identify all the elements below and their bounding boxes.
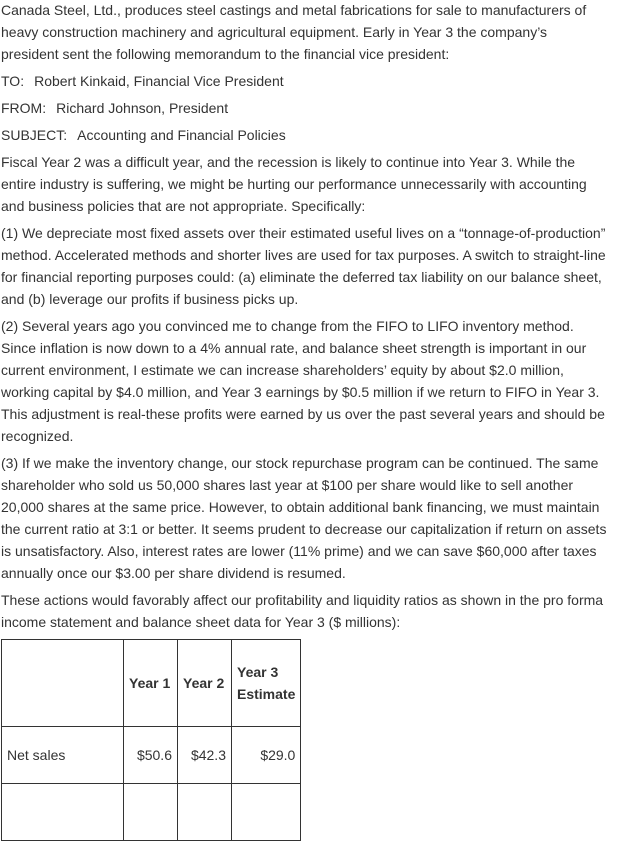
row-value-year-1: $50.6 (124, 727, 178, 784)
memo-to-value: Robert Kinkaid, Financial Vice President (34, 73, 284, 89)
memo-to-line (1, 70, 607, 92)
memo-to-label: TO: (1, 73, 25, 89)
table-header-blank (2, 640, 124, 727)
row-cell (232, 784, 301, 841)
memo-from-label: FROM: (1, 100, 47, 116)
document-body (1, 0, 607, 841)
intro-paragraph: Canada Steel, Ltd., produces steel castings and metal fabrications for sale to manufacturers of heavy construction machinery and agricultural equipment. Early in Year 3 the company’s president sent the following memorandum to the financial vice president: (1, 2, 587, 62)
memo-from-value: Richard Johnson, President (56, 100, 229, 116)
memo-paragraph-opening: Fiscal Year 2 was a difficult year, and the recession is likely to continue into Year 3. While the entire industry is suffering, we might be hurting our performance unnecessarily with accounting and business policies that are not appropriate. Specifically: (1, 154, 587, 214)
memo-from-line (1, 97, 607, 119)
pro-forma-table (1, 639, 301, 841)
memo-paragraph-point-2: (2) Several years ago you convinced me to change from the FIFO to LIFO inventory method. Since inflation is now down to a 4% annual rate, and balance sheet strength is important in our current environment, I estimate we can increase shareholders’ equity by about $2.0 million, working capital by $4.0 million, and Year 3 earnings by $0.5 million if we return to FIFO in Year 3. This adjustment is real-these profits were earned by us over the past several years and should be recognized. (1, 318, 605, 444)
row-cell (124, 784, 178, 841)
row-cell (178, 784, 232, 841)
row-value-year-2: $42.3 (178, 727, 232, 784)
memo-subject-value: Accounting and Financial Policies (77, 127, 286, 143)
table-header-year-2: Year 2 (178, 640, 232, 727)
table-row (2, 727, 301, 784)
row-label (2, 784, 124, 841)
memo-paragraph-closing: These actions would favorably affect our profitability and liquidity ratios as shown in the pro forma income statement and balance sheet data for Year 3 ($ millions): (1, 592, 604, 630)
table-header-year-3-estimate: Year 3 Estimate (232, 640, 301, 727)
table-row (2, 784, 301, 841)
memo-paragraph-point-3: (3) If we make the inventory change, our stock repurchase program can be continued. The same shareholder who sold us 50,000 shares last year at $100 per share would like to sell another 20,000 shares at the same price. However, to obtain additional bank financing, we must maintain the current ratio at 3:1 or better. It seems prudent to decrease our capitalization if return on assets is unsatisfactory. Also, interest rates are lower (11% prime) and we can save $60,000 after taxes annually once our $3.00 per share dividend is resumed. (1, 455, 607, 581)
row-value-year-3: $29.0 (232, 727, 301, 784)
memo-subject-line (1, 124, 607, 146)
table-header-year-1: Year 1 (124, 640, 178, 727)
table-header-row (2, 640, 301, 727)
memo-subject-label: SUBJECT: (1, 127, 68, 143)
row-label: Net sales (2, 727, 124, 784)
memo-paragraph-point-1: (1) We depreciate most fixed assets over their estimated useful lives on a “tonnage-of-production” method. Accelerated methods and shorter lives are used for tax purposes. A switch to straight-line for financial reporting purposes could: (a) eliminate the deferred tax liability on our balance sheet, and (b) leverage our profits if business picks up. (1, 225, 606, 307)
